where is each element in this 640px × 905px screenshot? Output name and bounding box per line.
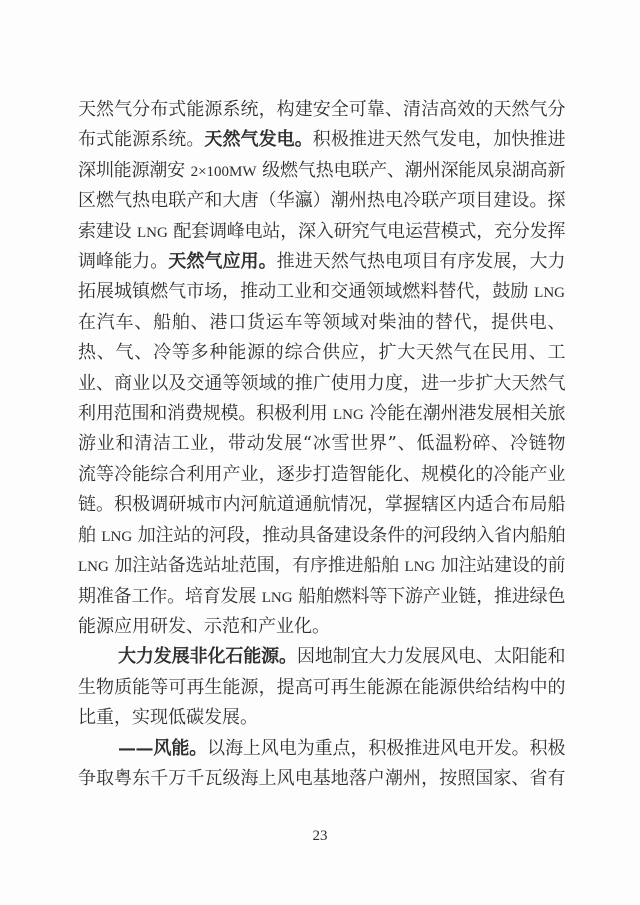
text-run: 舶 LNG 加注站的河段，推动具备建设条件的河段纳入省内船舶	[78, 524, 565, 546]
text-run: 流等冷能综合利用产业，逐步打造智能化、规模化的冷能产业	[78, 463, 565, 485]
text-run: 深圳能源潮安 2×100MW 级燃气热电联产、潮州深能凤泉湖高新	[78, 159, 565, 181]
text-run: 链。积极调研城市内河航道通航情况，掌握辖区内适合布局船	[78, 494, 565, 516]
text-run: 热、气、冷等多种能源的综合供应，扩大天然气在民用、工	[78, 342, 565, 364]
text-line	[78, 217, 565, 247]
text-block	[78, 95, 565, 794]
text-run: 期准备工作。培育发展 LNG 船舶燃料等下游产业链，推进绿色	[78, 585, 565, 607]
text-line	[78, 95, 565, 125]
text-run: 积极推进天然气发电，加快推进	[312, 129, 566, 151]
text-line	[78, 582, 565, 612]
text-run: 游业和清洁工业，带动发展“冰雪世界”、低温粉碎、冷链物	[78, 433, 565, 455]
latin-run: LNG	[78, 559, 109, 576]
text-run: 调峰能力。	[78, 251, 169, 273]
text-line	[78, 521, 565, 551]
bold-run: ——风能。	[118, 737, 208, 759]
text-line	[78, 460, 565, 490]
latin-run: LNG	[534, 285, 565, 302]
text-run: 布式能源系统。	[78, 129, 205, 151]
text-line	[78, 642, 565, 672]
text-run: 索建设 LNG 配套调峰电站，深入研究气电运营模式，充分发挥	[78, 220, 565, 242]
text-line	[78, 338, 565, 368]
text-line	[78, 247, 565, 277]
text-line	[78, 277, 565, 307]
text-line	[78, 399, 565, 429]
text-line	[78, 734, 565, 764]
text-run: 因地制宜大力发展风电、太阳能和	[296, 646, 566, 668]
text-line	[78, 125, 565, 155]
latin-run: LNG	[404, 559, 436, 576]
latin-run: LNG	[332, 407, 364, 424]
text-line	[78, 612, 565, 642]
page-number: 23	[312, 828, 328, 844]
bold-run: 天然气发电。	[204, 129, 313, 151]
text-line	[78, 764, 565, 794]
text-run: 生物质能等可再生能源，提高可再生能源在能源供给结构中的	[78, 676, 565, 698]
text-line	[78, 490, 565, 520]
text-line	[78, 156, 565, 186]
text-line	[78, 369, 565, 399]
text-line	[78, 186, 565, 216]
text-line	[78, 308, 565, 338]
text-run: 区燃气热电联产和大唐（华瀛）潮州热电冷联产项目建设。探	[78, 190, 565, 212]
latin-run: LNG	[101, 528, 133, 545]
text-run: 业、商业以及交通等领域的推广使用力度，进一步扩大天然气	[78, 372, 565, 394]
latin-run: LNG	[261, 589, 293, 606]
bold-run: 大力发展非化石能源。	[118, 646, 297, 668]
text-line	[78, 429, 565, 459]
text-run: 在汽车、船舶、港口货运车等领域对柴油的替代，提供电、	[78, 311, 565, 333]
latin-run: 2×100MW	[190, 163, 257, 180]
text-line	[78, 551, 565, 581]
text-run: 拓展城镇燃气市场，推动工业和交通领域燃料替代，鼓励 LNG	[78, 281, 565, 303]
text-run: LNG 加注站备选站址范围，有序推进船舶 LNG 加注站建设的前	[78, 555, 565, 577]
text-run: 利用范围和消费规模。积极利用 LNG 冷能在潮州港发展相关旅	[78, 403, 565, 425]
text-run: 争取粤东千万千瓦级海上风电基地落户潮州，按照国家、省有	[78, 767, 565, 789]
bold-run: 天然气应用。	[168, 251, 277, 273]
text-line	[78, 673, 565, 703]
text-run: 天然气分布式能源系统，构建安全可靠、清洁高效的天然气分	[78, 99, 565, 120]
text-run: 能源应用研发、示范和产业化。	[78, 615, 330, 637]
text-run: 推进天然气热电项目有序发展，大力	[276, 251, 566, 273]
latin-run: LNG	[136, 224, 168, 241]
text-run: 比重，实现低碳发展。	[78, 707, 258, 729]
text-run: 以海上风电为重点，积极推进风电开发。积极	[207, 737, 566, 759]
text-line	[78, 703, 565, 733]
